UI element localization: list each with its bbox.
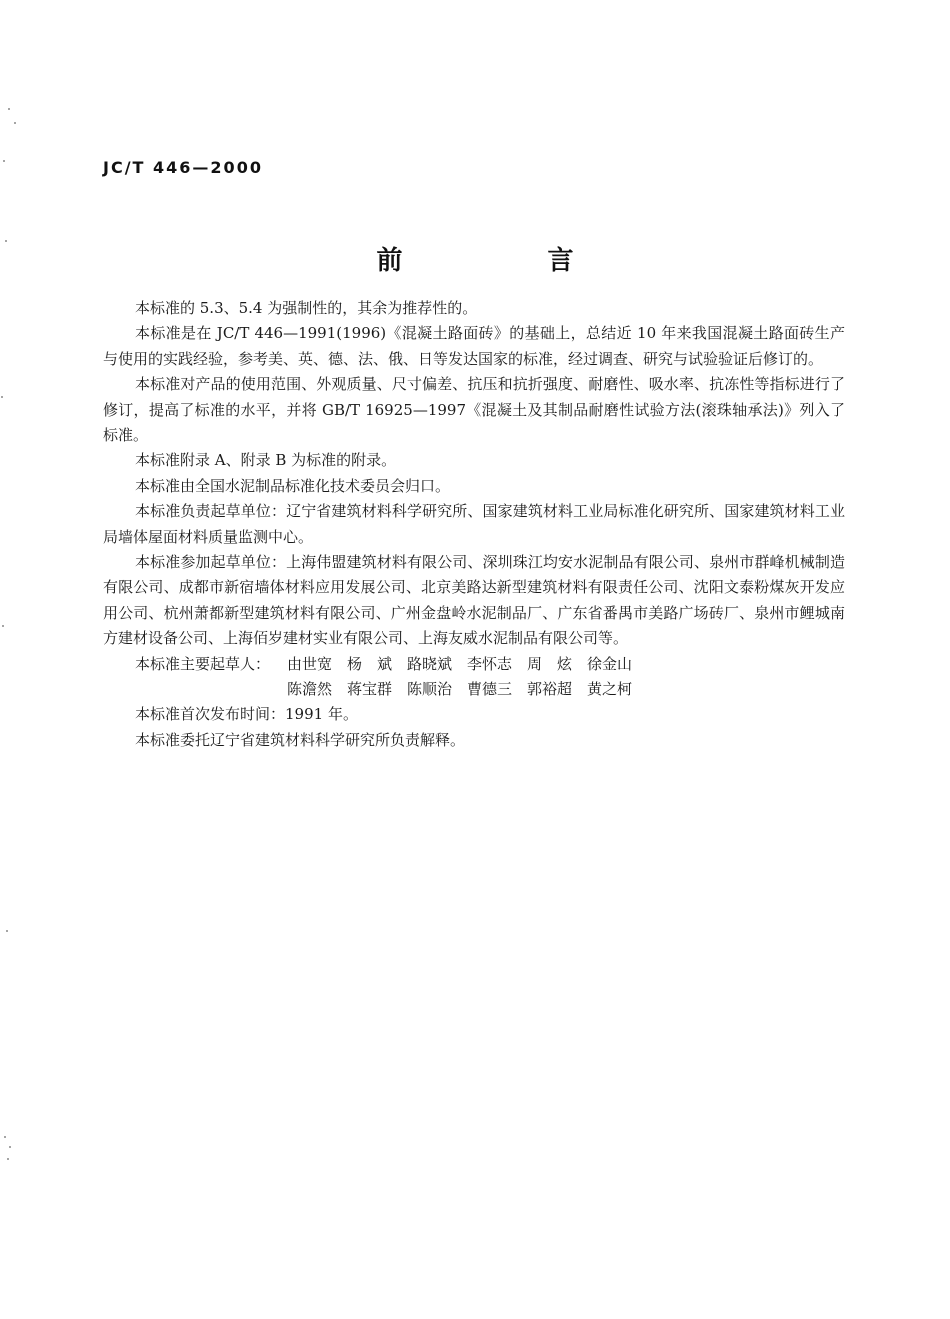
scan-speck [7, 1158, 9, 1160]
paragraph-mandatory-clauses: 本标准的 5.3、5.4 为强制性的，其余为推荐性的。 [135, 299, 478, 317]
paragraph-committee: 本标准由全国水泥制品标准化技术委员会归口。 [135, 476, 451, 495]
paragraph-revision-scope: 本标准对产品的使用范围、外观质量、尺寸偏差、抗压和抗折强度、耐磨性、吸水率、抗冻性等指标进行了修订，提高了标准的水平，并将 GB/T 16925—1997《混凝土及其制品耐磨性试验方法(滚珠轴承法)》列入了标准。 [103, 375, 845, 445]
scan-speck [1, 396, 3, 398]
main-drafters-names-row-2: 陈澹然 蒋宝群 陈顺治 曹德三 郭裕超 黄之柯 [287, 680, 633, 699]
paragraph-participating-drafters: 本标准参加起草单位：上海伟盟建筑材料有限公司、深圳珠江均安水泥制品有限公司、泉州市群峰机械制造有限公司、成都市新宿墙体材料应用发展公司、北京美路达新型建筑材料有限责任公司、沈阳文泰粉煤灰开发应用公司、杭州萧都新型建筑材料有限公司、广州金盘岭水泥制品厂、广东省番禺市美路广场砖厂、泉州市鲤城南方建材设备公司、上海佰岁建材实业有限公司、上海友威水泥制品有限公司等。 [103, 553, 845, 648]
main-drafters [103, 652, 845, 703]
paragraph-responsible-drafters: 本标准负责起草单位：辽宁省建筑材料科学研究所、国家建筑材料工业局标准化研究所、国家建筑材料工业局墙体屋面材料质量监测中心。 [103, 502, 845, 546]
main-drafters-label: 本标准主要起草人： [135, 654, 271, 673]
scan-speck [8, 108, 10, 110]
paragraph-interpretation: 本标准委托辽宁省建筑材料科学研究所负责解释。 [135, 730, 466, 749]
paragraph-revision-basis: 本标准是在 JC/T 446—1991(1996)《混凝土路面砖》的基础上，总结近 10 年来我国混凝土路面砖生产与使用的实践经验，参考美、英、德、法、俄、日等发达国家的标准，经过调查、研究与试验验证后修订的。 [103, 324, 845, 368]
scan-speck [6, 930, 8, 932]
scan-speck [2, 625, 4, 627]
scan-speck [9, 1146, 11, 1148]
scan-speck [4, 1136, 6, 1138]
page-title: 前 言 [376, 246, 642, 276]
paragraph-appendices: 本标准附录 A、附录 B 为标准的附录。 [135, 451, 397, 470]
scan-speck [5, 240, 7, 242]
document-code: JC/T 446—2000 [103, 158, 263, 177]
foreword-body [103, 296, 845, 753]
scan-speck [3, 160, 5, 162]
paragraph-first-issue: 本标准首次发布时间：1991 年。 [135, 705, 358, 724]
main-drafters-names-row-1: 由世宽 杨 斌 路晓斌 李怀志 周 炫 徐金山 [287, 654, 633, 673]
scan-speck [14, 122, 16, 124]
